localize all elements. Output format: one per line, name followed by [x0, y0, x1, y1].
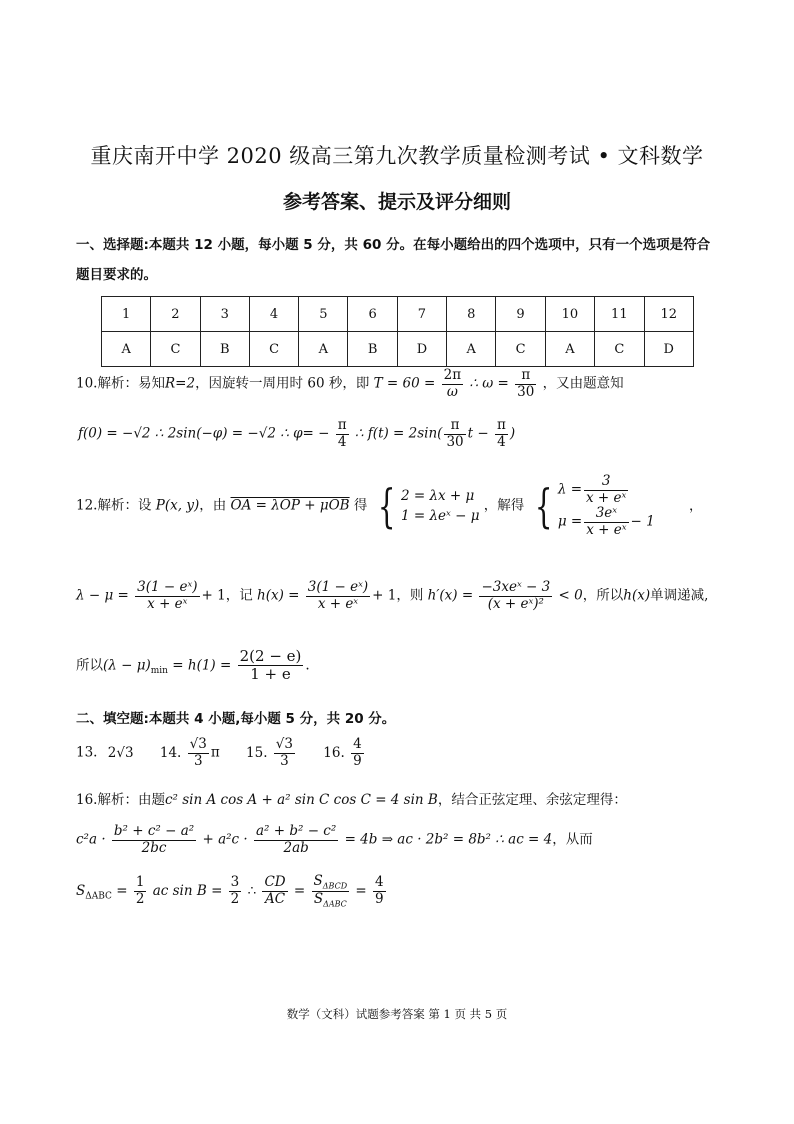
fraction-denominator: 3	[193, 752, 203, 769]
question-number-cell: 11	[595, 297, 644, 332]
fraction-denominator: 2	[135, 890, 145, 907]
q12-h-fraction	[306, 580, 370, 612]
a16-fraction	[351, 737, 364, 769]
fraction-numerator: 4	[353, 736, 362, 752]
q10-text2: ，因旋转一周用时 60 秒，即	[195, 375, 370, 392]
q12-min-sub: min	[150, 665, 168, 676]
q16-cd-ac-fraction	[262, 875, 287, 907]
q12-lambda-line	[558, 474, 655, 506]
fraction-denominator: x + eˣ	[317, 595, 359, 612]
q10-therefore-omega: ∴ ω =	[469, 375, 509, 392]
q16-line3	[76, 874, 388, 909]
q10-text3: ，又由题意知	[542, 375, 624, 392]
fraction-numerator: π	[444, 418, 465, 435]
q16-line2	[76, 824, 593, 856]
q12-conc: ，所以	[582, 587, 624, 604]
fraction-numerator: 3(1 − eˣ)	[137, 579, 198, 595]
q16-cos-a-fraction	[112, 824, 196, 856]
fraction-numerator: √3	[275, 736, 293, 752]
fraction-numerator: 2(2 − e)	[239, 647, 302, 665]
q12-h1: = h(1) =	[172, 657, 232, 674]
fraction-numerator: 3(1 − eˣ)	[307, 579, 369, 595]
section2-heading: 二、填空题:本题共 4 小题,每小题 5 分，共 20 分。	[76, 711, 396, 727]
q16-intro: 16.解析：由题	[76, 792, 165, 808]
q16-result-fraction	[373, 875, 386, 907]
q12-line3	[76, 648, 310, 684]
q10-line2-c: t −	[467, 425, 489, 442]
fraction-denominator: 2ab	[283, 839, 309, 856]
q10-line1	[76, 368, 624, 400]
q12-mu-line	[558, 506, 655, 538]
q16-eq: =	[116, 882, 128, 899]
q16-cos-c-fraction	[254, 824, 338, 856]
a16-label: 16.	[323, 744, 345, 761]
q16-three-halves-fraction	[229, 875, 242, 907]
q12-text-de: 得	[353, 497, 368, 514]
a13-value: 2√3	[107, 744, 134, 761]
q10-r-value: R=2	[164, 375, 196, 392]
fraction-numerator: CD	[264, 874, 286, 891]
q12-text-solve: ，解得	[483, 497, 525, 514]
q16-equation: c² sin A cos A + a² sin C cos C = 4 sin B	[164, 792, 438, 808]
answer-cell: D	[644, 332, 693, 367]
answer-cell: C	[151, 332, 200, 367]
question-number-cell: 10	[545, 297, 594, 332]
q10-line2-d: )	[509, 425, 516, 442]
q10-line2	[78, 418, 515, 450]
a14-pi: π	[210, 744, 220, 761]
q12-vector-equation: OA = λOP + μOB	[230, 497, 350, 514]
q10-line2-a: f(0) = −√2 ∴ 2sin(−φ) = −√2 ∴ φ= −	[78, 425, 330, 442]
system-line: 2 = λx + μ	[400, 487, 475, 504]
q16-l2-text: ，从而	[552, 831, 593, 848]
q16-therefore: ∴	[247, 882, 257, 899]
fraction-denominator: 9	[375, 890, 384, 907]
a15-label: 15.	[246, 744, 268, 761]
fraction-denominator: x + eˣ	[586, 521, 627, 538]
q12-point-p: P(x, y)	[155, 497, 200, 514]
q12-h-plus: + 1	[372, 587, 397, 604]
q16-area-ratio-fraction	[312, 874, 350, 909]
q12-so: 所以	[76, 657, 103, 674]
question-number-cell: 7	[397, 297, 446, 332]
lambda-fraction	[584, 474, 628, 506]
a15-fraction	[274, 737, 295, 769]
q12-lt-zero: < 0	[558, 587, 583, 604]
area-sub: ΔBCD	[322, 881, 348, 891]
q16-eq2: =	[293, 882, 306, 899]
fraction-numerator: π	[337, 417, 347, 433]
q10-omega-fraction	[442, 368, 463, 400]
q12-hx: h(x)	[623, 587, 651, 604]
q12-system2	[558, 474, 655, 538]
fraction-denominator: 2bc	[141, 839, 167, 856]
q12-l2-plus: + 1	[201, 587, 226, 604]
q12-l2-h: h(x) =	[257, 587, 300, 604]
q16-l2-b: + a²c ·	[202, 831, 248, 848]
fraction-numerator: 3	[584, 474, 628, 491]
answer-cell: A	[545, 332, 594, 367]
q16-l2-c: = 4b ⇒ ac · 2b² = 8b² ∴ ac = 4	[344, 831, 553, 848]
question-number-cell: 4	[249, 297, 298, 332]
page-title: 重庆南开中学 2020 级高三第九次教学质量检测考试 • 文科数学	[90, 144, 704, 168]
q16-area-s: S	[76, 882, 86, 899]
q12-comma: ，	[689, 497, 703, 514]
fraction-numerator: √3	[189, 736, 207, 752]
q12-dot: .	[305, 657, 310, 674]
answer-cell: A	[447, 332, 496, 367]
q10-pi4-fraction	[336, 418, 349, 450]
q12-dec: 单调递减,	[650, 587, 709, 604]
question-number-cell: 12	[644, 297, 693, 332]
a14-fraction	[188, 737, 209, 769]
fraction-denominator: x + eˣ	[147, 595, 188, 612]
fraction-numerator: 4	[375, 874, 384, 891]
fraction-numerator: π	[496, 417, 506, 433]
q16-mid: ac sin B =	[152, 882, 223, 899]
q12-hprime: h′(x) =	[427, 587, 474, 604]
page-subtitle: 参考答案、提示及评分细则	[282, 191, 511, 213]
fraction-numerator: b² + c² − a²	[113, 823, 195, 839]
lambda-lhs: λ =	[557, 481, 583, 498]
question-number-cell: 5	[299, 297, 348, 332]
question-number-cell: 6	[348, 297, 397, 332]
fraction-denominator: x + eˣ	[586, 489, 627, 506]
fraction-denominator: AC	[264, 890, 286, 907]
question-number-cell: 8	[447, 297, 496, 332]
q12-then: ，则	[396, 587, 424, 604]
section1-heading-line2: 题目要求的。	[76, 267, 157, 283]
fraction-denominator: 2	[230, 890, 240, 907]
mu-tail: − 1	[630, 513, 655, 530]
fraction-denominator: (x + eˣ)²	[487, 595, 544, 612]
answer-cell: C	[496, 332, 545, 367]
fraction-denominator: 30	[446, 433, 464, 450]
fraction-numerator: π	[515, 368, 536, 385]
fraction-denominator: ω	[446, 383, 458, 400]
q10-pi-30-fraction	[515, 368, 536, 400]
page-footer: 数学（文科）试题参考答案 第 1 页 共 5 页	[286, 1007, 508, 1021]
fraction-denominator: 9	[353, 752, 362, 769]
question-number-cell: 1	[102, 297, 151, 332]
q10-pi4-fraction-2	[495, 418, 508, 450]
answer-table-answer-row	[102, 332, 694, 367]
q10-intro: 10.解析：易知	[76, 375, 165, 392]
answer-cell: A	[299, 332, 348, 367]
answer-cell: C	[249, 332, 298, 367]
q12-system1	[401, 486, 480, 527]
q12-min-expr: (λ − μ)	[103, 657, 151, 674]
fraction-numerator	[312, 874, 350, 892]
q16-eq3: =	[355, 882, 367, 899]
answer-cell: D	[397, 332, 446, 367]
answer-cell: A	[102, 332, 151, 367]
question-number-cell: 2	[151, 297, 200, 332]
mu-lhs: μ =	[557, 513, 583, 530]
q10-t-expr: T = 60 =	[373, 375, 436, 392]
fraction-numerator: 1	[135, 874, 145, 891]
q12-hprime-fraction	[479, 580, 552, 612]
q16-half-fraction	[134, 875, 147, 907]
answer-cell: B	[200, 332, 249, 367]
left-brace-icon: {	[534, 479, 553, 534]
fraction-denominator: 30	[517, 383, 535, 400]
fraction-numerator: 2π	[443, 367, 462, 383]
fraction-numerator: 3eˣ	[584, 506, 628, 523]
q10-line2-b: ∴ f(t) = 2sin(	[354, 425, 443, 442]
question-number-cell: 9	[496, 297, 545, 332]
answer-table	[101, 296, 694, 367]
q10-pi30-fraction-2	[444, 418, 465, 450]
fraction-denominator	[312, 892, 350, 909]
q16-l2-a: c²a ·	[76, 831, 106, 848]
q12-intro: 12.解析：设	[76, 497, 152, 514]
area-s: S	[313, 890, 324, 907]
answer-table-number-row	[102, 297, 694, 332]
question-number-cell: 3	[200, 297, 249, 332]
q12-text-by: ，由	[199, 497, 227, 514]
q12-lambda-minus-mu: λ − μ =	[76, 587, 129, 604]
fill-answers-line	[76, 737, 366, 769]
fraction-numerator: a² + b² − c²	[256, 823, 337, 839]
system-line: 1 = λeˣ − μ	[400, 508, 480, 525]
q12-l2-fraction	[135, 580, 199, 612]
fraction-denominator: 1 + e	[250, 665, 291, 684]
q16-area-sub: ΔABC	[85, 891, 112, 902]
a14-label: 14.	[159, 744, 182, 761]
left-brace-icon: {	[377, 479, 396, 534]
q12-l2-note: ，记	[225, 587, 253, 604]
fraction-denominator: 4	[337, 433, 347, 450]
q16-text1: ，结合正弦定理、余弦定理得：	[437, 792, 627, 808]
mu-fraction	[584, 506, 628, 538]
fraction-denominator: 4	[497, 433, 506, 450]
section1-heading-line1: 一、选择题:本题共 12 小题，每小题 5 分，共 60 分。在每小题给出的四个选项中，只有一个选项是符合	[76, 237, 711, 253]
answer-cell: B	[348, 332, 397, 367]
fraction-denominator: 3	[280, 752, 289, 769]
q12-line2	[76, 580, 708, 612]
answer-cell: C	[595, 332, 644, 367]
fraction-numerator: −3xeˣ − 3	[481, 579, 551, 595]
q16-line1	[76, 788, 627, 808]
q12-line1	[76, 474, 703, 538]
q12-result-fraction	[238, 648, 304, 684]
area-sub: ΔABC	[323, 899, 347, 909]
area-s: S	[313, 873, 323, 889]
a13-label: 13.	[76, 744, 98, 761]
fraction-numerator: 3	[230, 874, 240, 891]
